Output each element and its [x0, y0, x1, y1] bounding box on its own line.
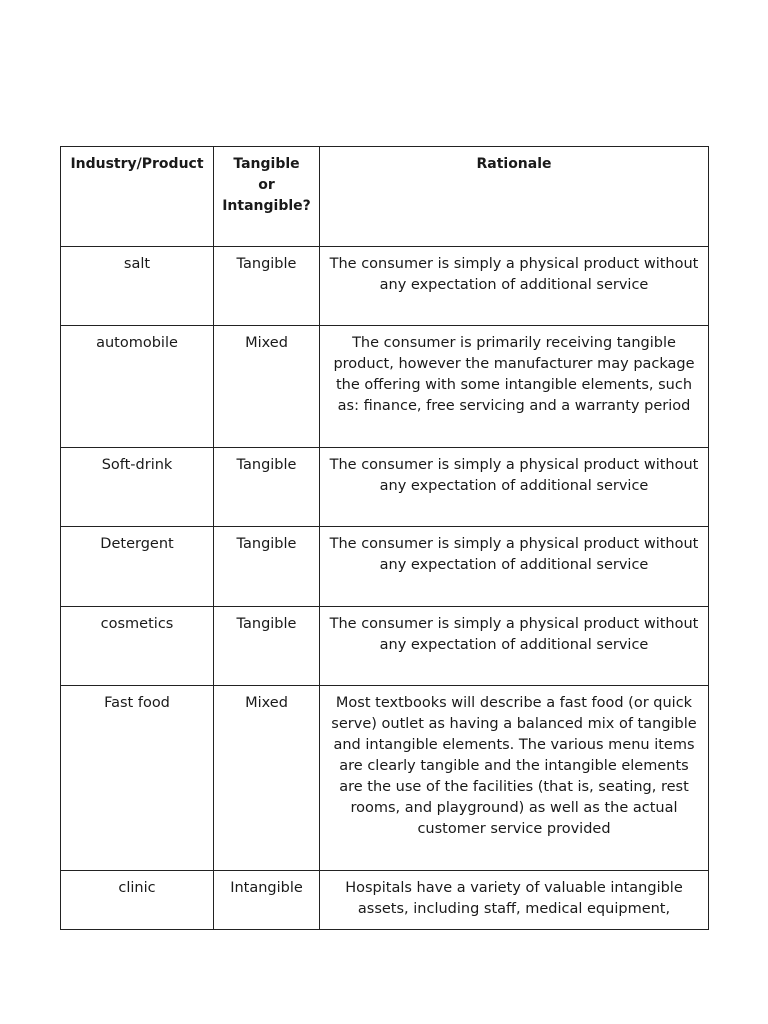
table-row [61, 247, 709, 326]
cell-product: Fast food [61, 686, 214, 871]
cell-rationale: The consumer is simply a physical product without any expectation of additional service [320, 527, 709, 607]
cell-product: automobile [61, 326, 214, 448]
cell-type: Tangible [214, 247, 320, 326]
table-header-row [61, 147, 709, 247]
cell-product: Detergent [61, 527, 214, 607]
cell-rationale: The consumer is simply a physical product without any expectation of additional service [320, 607, 709, 686]
cell-type: Intangible [214, 871, 320, 930]
cell-product: cosmetics [61, 607, 214, 686]
cell-rationale: Most textbooks will describe a fast food (or quick serve) outlet as having a balanced mix of tangible and intangible elements. The various menu items are clearly tangible and the intangible elements are the use of the facilities (that is, seating, rest rooms, and playground) as well as the actual customer service provided [320, 686, 709, 871]
cell-type: Tangible [214, 607, 320, 686]
table-row [61, 527, 709, 607]
cell-type: Mixed [214, 326, 320, 448]
classification-table [60, 146, 709, 930]
table-row [61, 448, 709, 527]
cell-rationale: The consumer is simply a physical product without any expectation of additional service [320, 448, 709, 527]
cell-product: Soft-drink [61, 448, 214, 527]
cell-rationale: Hospitals have a variety of valuable intangible assets, including staff, medical equipment, [320, 871, 709, 930]
cell-product: clinic [61, 871, 214, 930]
cell-rationale: The consumer is simply a physical product without any expectation of additional service [320, 247, 709, 326]
table-row [61, 871, 709, 930]
header-rationale: Rationale [320, 147, 709, 247]
cell-type: Tangible [214, 448, 320, 527]
table-row [61, 326, 709, 448]
table-row [61, 686, 709, 871]
table-row [61, 607, 709, 686]
header-type: Tangible or Intangible? [214, 147, 320, 247]
cell-type: Mixed [214, 686, 320, 871]
cell-type: Tangible [214, 527, 320, 607]
cell-product: salt [61, 247, 214, 326]
header-product: Industry/Product [61, 147, 214, 247]
cell-rationale: The consumer is primarily receiving tangible product, however the manufacturer may package the offering with some intangible elements, such as: finance, free servicing and a warranty period [320, 326, 709, 448]
